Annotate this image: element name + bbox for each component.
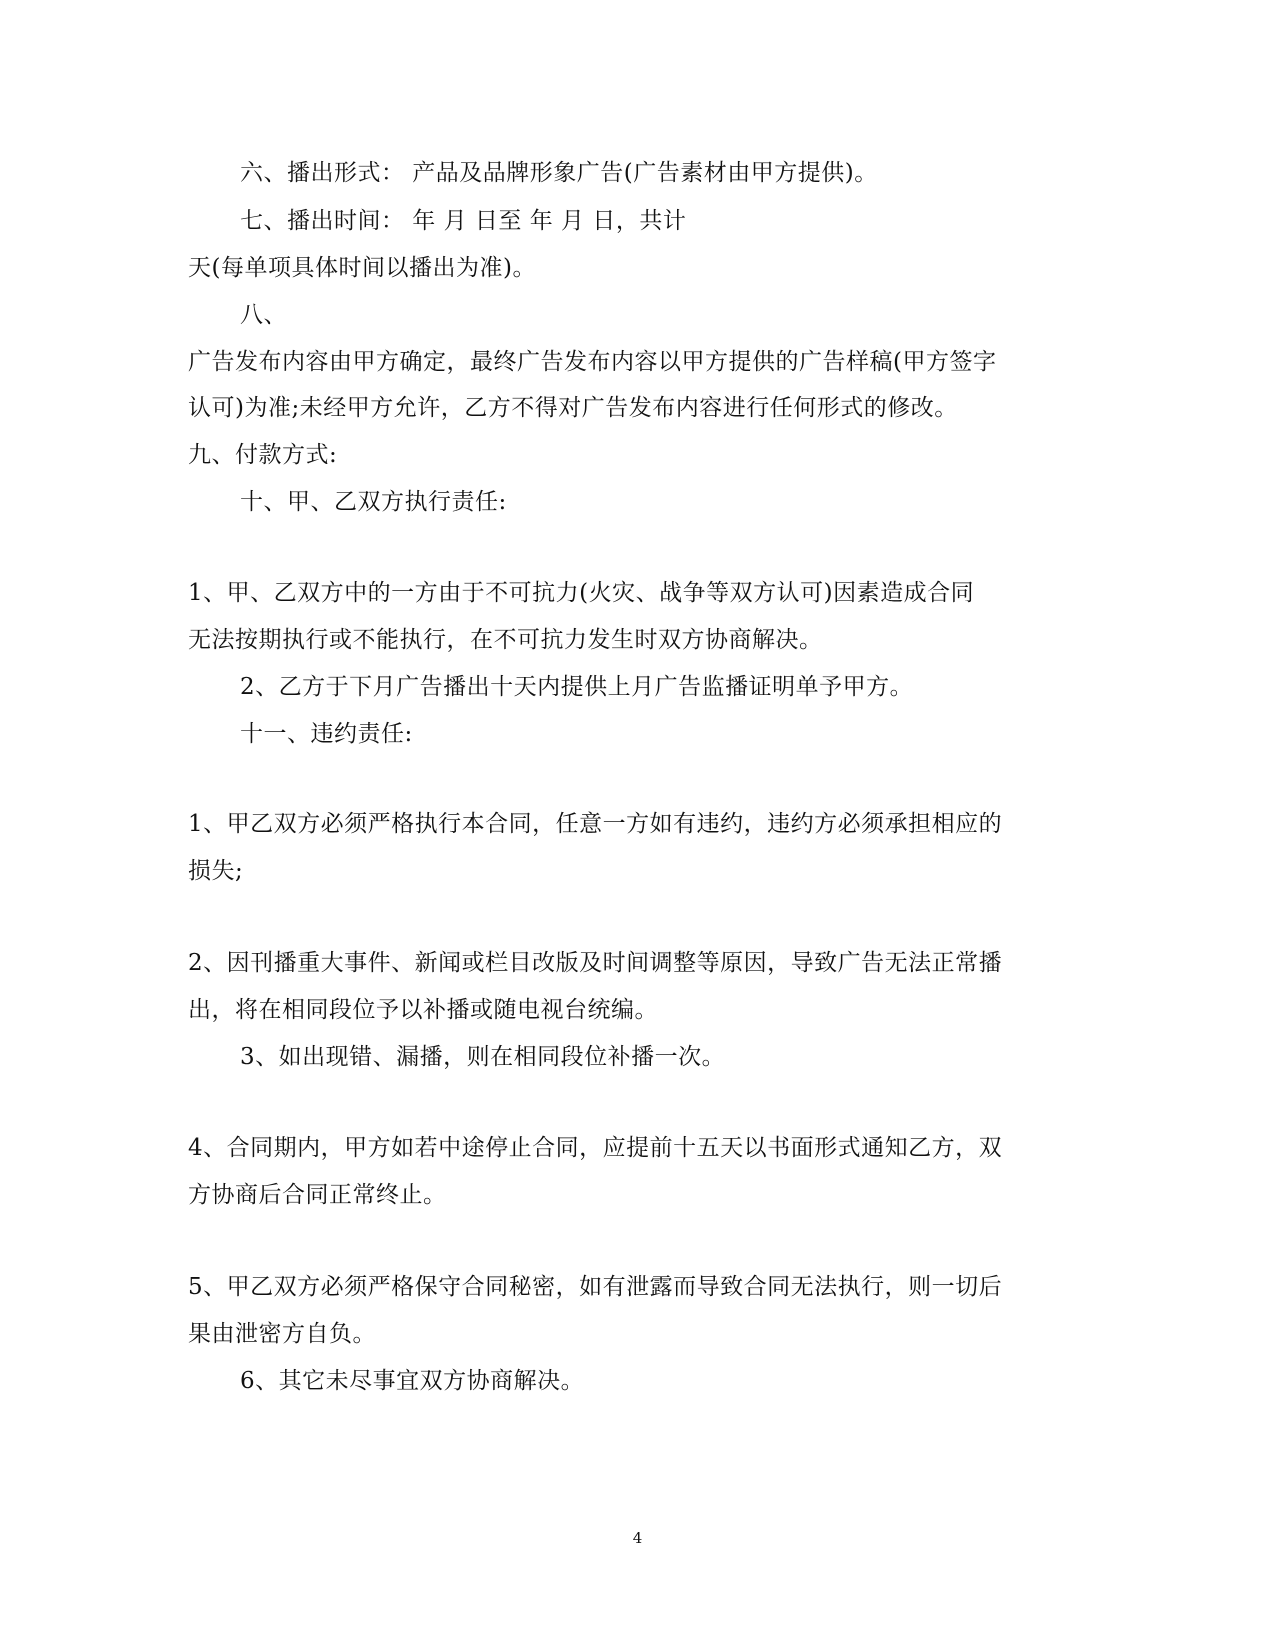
clause-10-heading: 十、甲、乙双方执行责任: [240, 489, 507, 515]
clause-11-item-2-line-1: 2、因刊播重大事件、新闻或栏目改版及时间调整等原因，导致广告无法正常播 [188, 950, 1003, 976]
clause-11-heading: 十一、违约责任: [240, 721, 413, 747]
clause-11-item-1-line-1: 1、甲乙双方必须严格执行本合同，任意一方如有违约，违约方必须承担相应的 [188, 811, 1003, 837]
page-number: 4 [632, 1529, 643, 1547]
clause-8-heading: 八、 [240, 302, 287, 328]
clause-11-item-1-line-2: 损失; [188, 858, 244, 884]
clause-11-item-5-line-2: 果由泄密方自负。 [188, 1321, 376, 1347]
clause-7-broadcast-time: 七、播出时间： 年 月 日至 年 月 日，共计 [240, 208, 687, 234]
clause-8-text-line-2: 认可)为准;未经甲方允许，乙方不得对广告发布内容进行任何形式的修改。 [188, 395, 958, 421]
clause-11-item-3: 3、如出现错、漏播，则在相同段位补播一次。 [240, 1044, 726, 1070]
clause-11-item-4-line-1: 4、合同期内，甲方如若中途停止合同，应提前十五天以书面形式通知乙方，双 [188, 1135, 1003, 1161]
clause-11-item-5-line-1: 5、甲乙双方必须严格保守合同秘密，如有泄露而导致合同无法执行，则一切后 [188, 1274, 1003, 1300]
clause-11-item-6: 6、其它未尽事宜双方协商解决。 [240, 1368, 585, 1394]
clause-8-text-line-1: 广告发布内容由甲方确定，最终广告发布内容以甲方提供的广告样稿(甲方签字 [188, 349, 997, 375]
clause-11-item-4-line-2: 方协商后合同正常终止。 [188, 1182, 447, 1208]
clause-7-continuation: 天(每单项具体时间以播出为准)。 [188, 255, 536, 281]
clause-9-payment: 九、付款方式: [188, 442, 338, 468]
clause-6-broadcast-form: 六、播出形式： 产品及品牌形象广告(广告素材由甲方提供)。 [240, 160, 878, 186]
clause-11-item-2-line-2: 出，将在相同段位予以补播或随电视台统编。 [188, 997, 658, 1023]
clause-10-item-1-line-2: 无法按期执行或不能执行，在不可抗力发生时双方协商解决。 [188, 627, 823, 653]
clause-10-item-1-line-1: 1、甲、乙双方中的一方由于不可抗力(火灾、战争等双方认可)因素造成合同 [188, 580, 975, 606]
clause-10-item-2: 2、乙方于下月广告播出十天内提供上月广告监播证明单予甲方。 [240, 674, 914, 700]
